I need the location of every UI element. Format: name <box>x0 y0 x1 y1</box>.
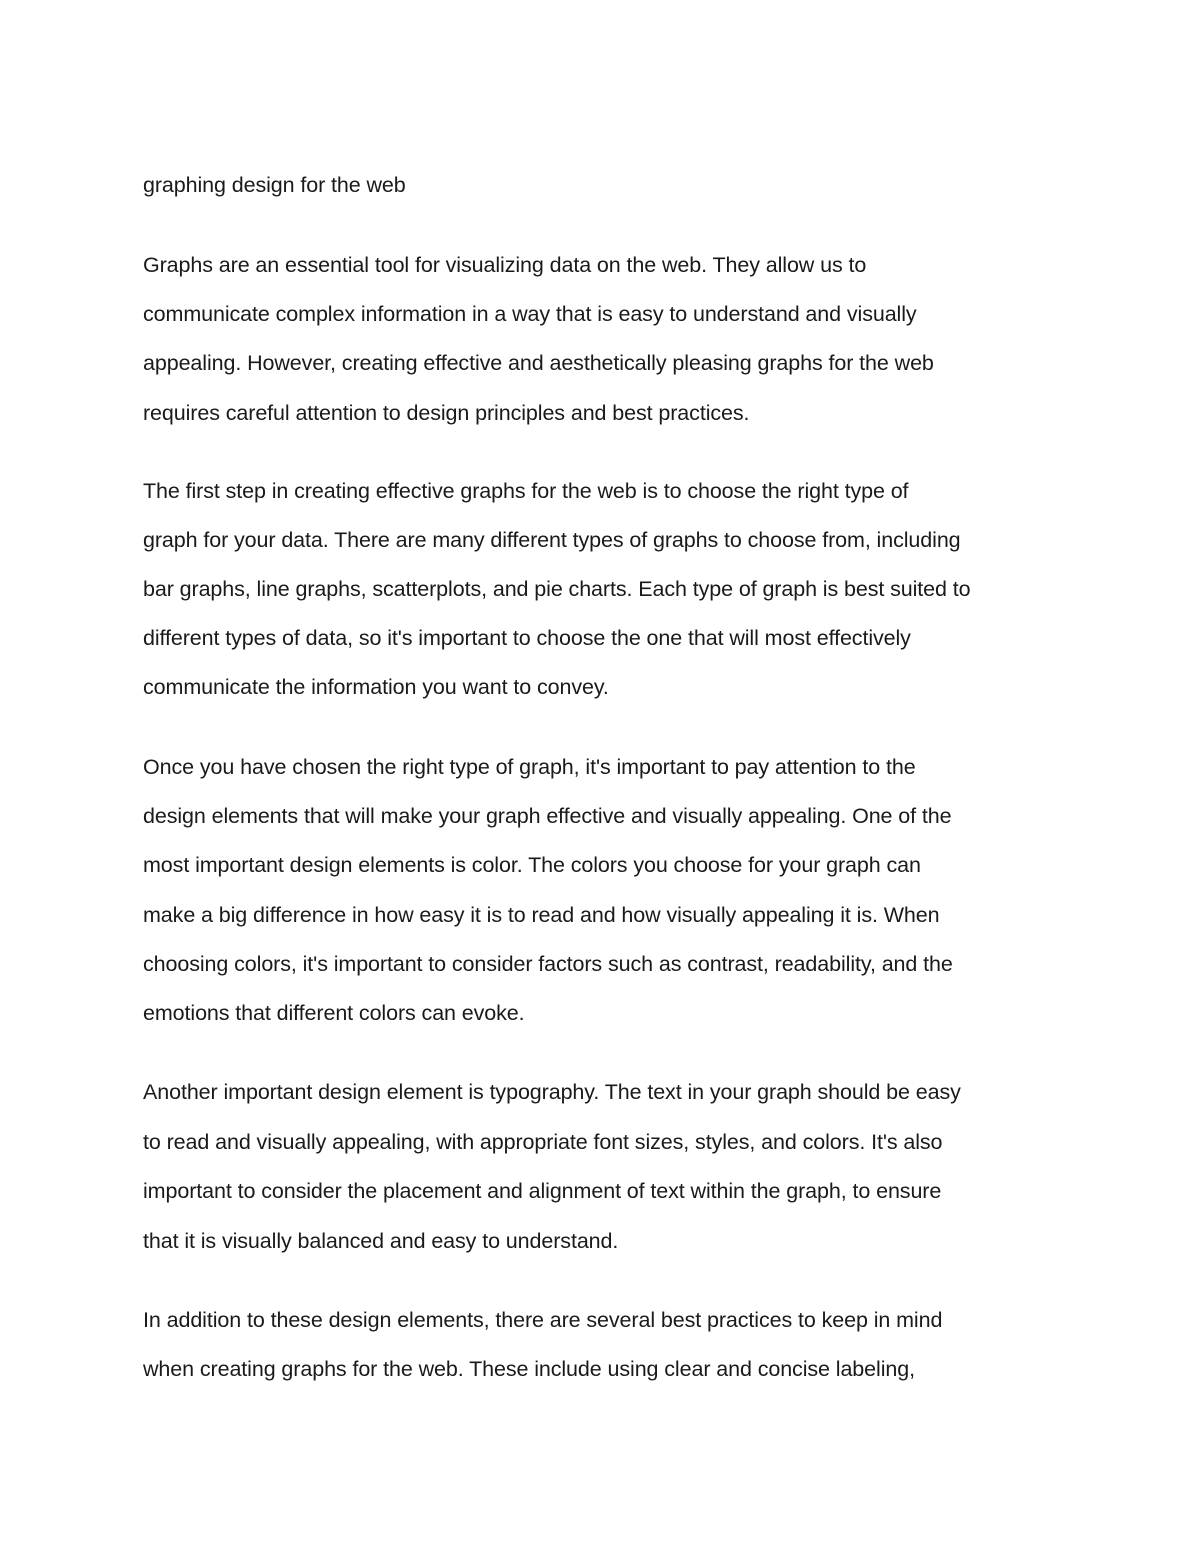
paragraph-line: to read and visually appealing, with appropriate font sizes, styles, and colors. It's also <box>143 1130 943 1154</box>
paragraph-line: different types of data, so it's important to choose the one that will most effectively <box>143 626 911 650</box>
document-title: graphing design for the web <box>143 173 406 197</box>
paragraph-line: communicate complex information in a way that is easy to understand and visually <box>143 302 917 326</box>
paragraph-line: graph for your data. There are many different types of graphs to choose from, including <box>143 528 961 552</box>
paragraph-line: make a big difference in how easy it is to read and how visually appealing it is. When <box>143 903 940 927</box>
paragraph-line: most important design elements is color. The colors you choose for your graph can <box>143 853 921 877</box>
paragraph-line: Once you have chosen the right type of graph, it's important to pay attention to the <box>143 755 916 779</box>
paragraph-line: appealing. However, creating effective and aesthetically pleasing graphs for the web <box>143 351 934 375</box>
paragraph-line: important to consider the placement and alignment of text within the graph, to ensure <box>143 1179 942 1203</box>
paragraph-line: Graphs are an essential tool for visualizing data on the web. They allow us to <box>143 253 867 277</box>
paragraph-line: In addition to these design elements, there are several best practices to keep in mind <box>143 1308 943 1332</box>
paragraph-line: Another important design element is typography. The text in your graph should be easy <box>143 1080 961 1104</box>
paragraph-line: communicate the information you want to convey. <box>143 675 609 699</box>
paragraph-line: choosing colors, it's important to consider factors such as contrast, readability, and the <box>143 952 953 976</box>
paragraph-line: requires careful attention to design principles and best practices. <box>143 401 750 425</box>
paragraph-line: that it is visually balanced and easy to understand. <box>143 1229 619 1253</box>
paragraph-line: design elements that will make your graph effective and visually appealing. One of the <box>143 804 952 828</box>
paragraph-line: The first step in creating effective graphs for the web is to choose the right type of <box>143 479 909 503</box>
paragraph-line: when creating graphs for the web. These include using clear and concise labeling, <box>143 1357 915 1381</box>
paragraph-line: bar graphs, line graphs, scatterplots, and pie charts. Each type of graph is best suited to <box>143 577 971 601</box>
paragraph-line: emotions that different colors can evoke. <box>143 1001 525 1025</box>
